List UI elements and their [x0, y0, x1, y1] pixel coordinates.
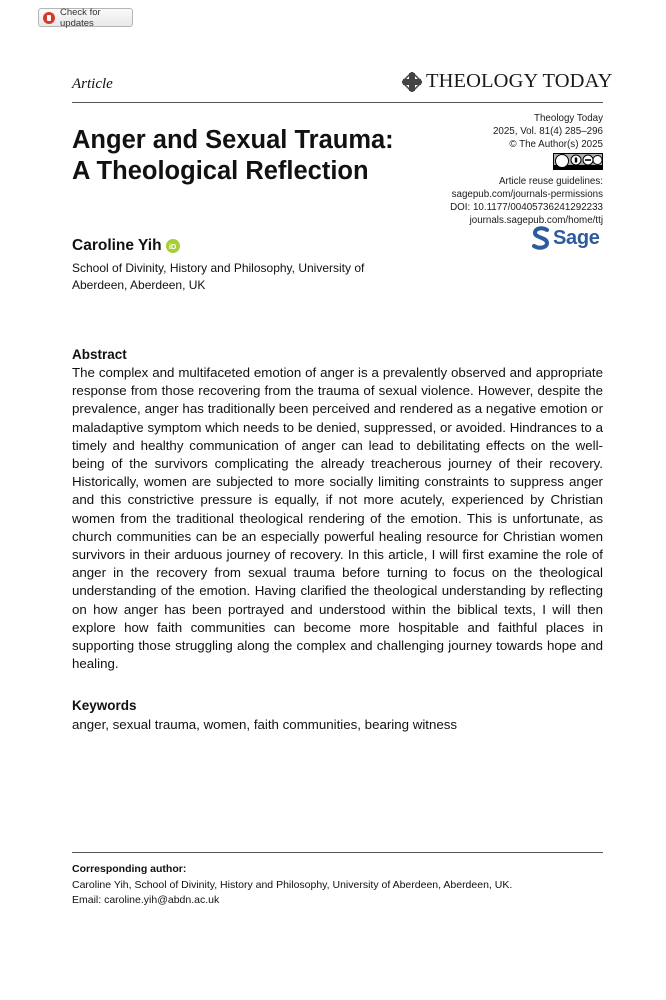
keywords-heading: Keywords: [72, 698, 137, 713]
reuse-guidelines-link[interactable]: sagepub.com/journals-permissions: [451, 189, 603, 201]
corresponding-author-details: [72, 878, 603, 908]
orcid-icon[interactable]: iD: [166, 239, 180, 253]
author-affiliation: School of Divinity, History and Philosophy, University of Aberdeen, Aberdeen, UK: [72, 261, 365, 292]
journal-name: THEOLOGY TODAY: [426, 70, 613, 92]
journal-emblem-icon: [402, 72, 422, 92]
author-name: Caroline Yih: [72, 237, 162, 254]
footnote-divider: [72, 852, 603, 853]
journal-homepage-link[interactable]: journals.sagepub.com/home/ttj: [469, 215, 603, 227]
check-for-updates-label: Check for updates: [60, 6, 101, 29]
cc-license-icon[interactable]: [553, 153, 603, 170]
publisher-logo: [532, 226, 600, 250]
article-title: [72, 125, 432, 187]
author-name-row: [72, 237, 180, 255]
journal-logo: [402, 70, 612, 93]
header-divider: [72, 102, 603, 103]
check-for-updates-button[interactable]: [38, 8, 133, 27]
meta-journal: Theology Today: [534, 113, 603, 124]
meta-reuse-label: Article reuse guidelines:: [498, 175, 603, 187]
corresponding-author-address: Caroline Yih, School of Divinity, History and Philosophy, University of Aberdeen, Aberdeen, UK.: [72, 879, 513, 891]
abstract-text: The complex and multifaceted emotion of anger is a prevalently observed and appropriate response from those recovering from the trauma of sexual violence. However, despite the prevalence, anger has traditionally been perceived and rendered as a negative emotion or maladaptive symptom which needs to be denied, suppressed, or avoided. Hindrances to a timely and healthy communication of anger can lead to debilitating effects on the well-being of the survivors complicating the already treacherous journey of their recovery. Historically, women are subjected to more socially limiting constraints to suppress anger and this constrictive pressure is equally, if not more acutely, experienced by Christian women from the traditional theological rendering of the emotion. This is unfortunate, as church communities can be an especially powerful healing resource for Christian women survivors in their arduous journey of recovery. In this article, I will first examine the role of anger in the recovery from sexual trauma before turning to focus on the theological understanding of the emotion. Having clarified the theological understanding by reflecting on how anger has been portrayed and understood within the biblical texts, I will then explore how faith communities can become more hospitable and faithful places in supporting those struggling along the complex and challenging journey towards hope and healing.: [72, 365, 603, 672]
sage-logo-icon: [532, 226, 550, 250]
publisher-name: Sage: [553, 226, 600, 249]
abstract-heading: Abstract: [72, 347, 127, 362]
title-line: A Theological Reflection: [72, 157, 369, 185]
article-type-label: Article: [72, 76, 113, 92]
article-meta: [450, 112, 603, 228]
title-line: Anger and Sexual Trauma:: [72, 126, 394, 154]
corresponding-author-email[interactable]: Email: caroline.yih@abdn.ac.uk: [72, 894, 220, 906]
meta-copyright: © The Author(s) 2025: [509, 139, 603, 151]
doi-link[interactable]: DOI: 10.1177/00405736241292233: [450, 202, 603, 214]
corresponding-author-heading: Corresponding author:: [72, 863, 187, 875]
check-updates-icon: [43, 12, 55, 24]
keywords-text: anger, sexual trauma, women, faith communities, bearing witness: [72, 717, 458, 732]
meta-volume: 2025, Vol. 81(4) 285–296: [492, 126, 603, 138]
